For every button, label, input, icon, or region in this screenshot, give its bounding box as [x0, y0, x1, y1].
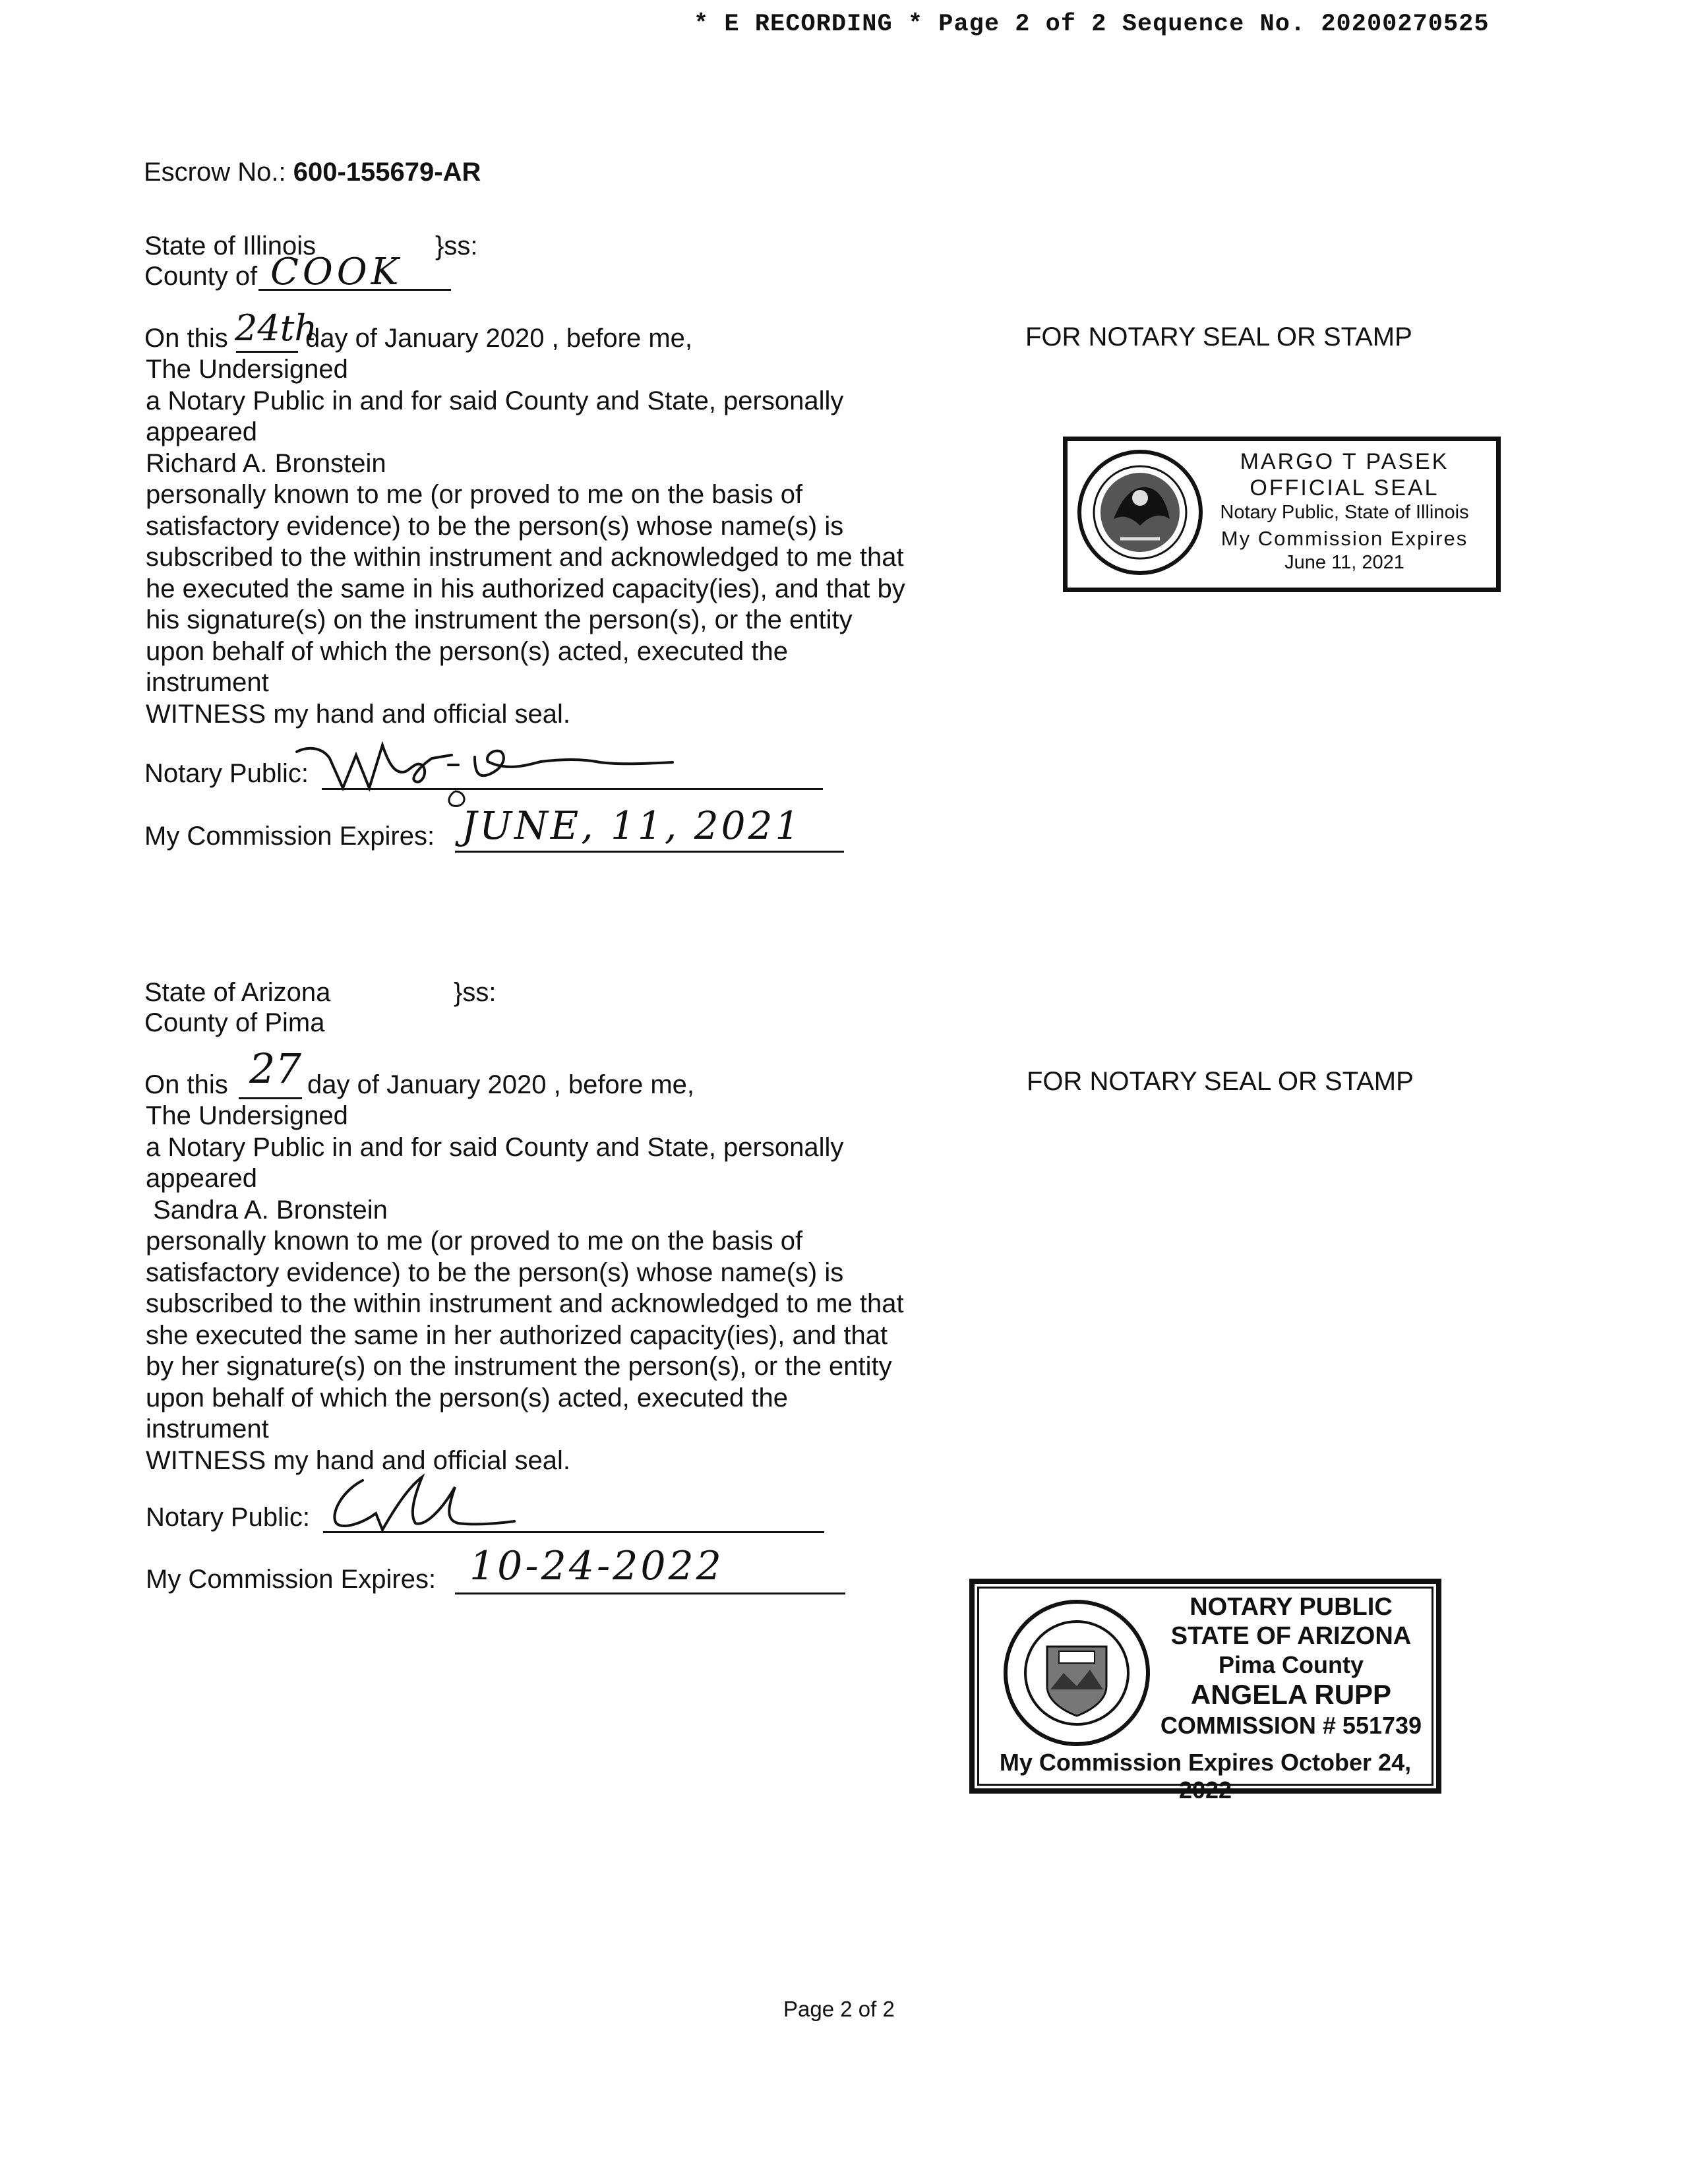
ack1-line: instrument [146, 668, 269, 697]
stamp-line5: COMMISSION # 551739 [1160, 1712, 1422, 1739]
stamp-line4: ANGELA RUPP [1190, 1679, 1392, 1710]
ack1-county-label: County of [144, 262, 258, 291]
stamp-line4: My Commission Expires [1221, 527, 1468, 550]
stamp-line2: STATE OF ARIZONA [1170, 1622, 1412, 1650]
ack2-line: Sandra A. Bronstein [146, 1195, 388, 1225]
ack1-notary-stamp [1063, 437, 1501, 592]
ack1-commission-label: My Commission Expires: [144, 822, 435, 851]
ack1-line: Richard A. Bronstein [146, 448, 386, 478]
ack2-on-this: On this [144, 1070, 228, 1099]
ack2-line: personally known to me (or proved to me on the basis of [146, 1227, 803, 1256]
ack2-commission-line [455, 1592, 845, 1594]
ack2-line: appeared [146, 1164, 258, 1193]
ack1-line: his signature(s) on the instrument the person(s), or the entity [146, 605, 853, 634]
ack2-commission-label: My Commission Expires: [146, 1565, 437, 1594]
escrow-number: 600-155679-AR [293, 158, 481, 187]
ack1-commission-line [455, 851, 844, 853]
stamp-line1: NOTARY PUBLIC [1190, 1593, 1393, 1621]
ack1-county-handwritten: COOK [270, 251, 403, 293]
ack2-line: instrument [146, 1414, 269, 1443]
ack2-line: she executed the same in her authorized capacity(ies), and that [146, 1320, 888, 1350]
ack1-line: subscribed to the within instrument and acknowledged to me that [146, 543, 904, 572]
ack2-line: satisfactory evidence) to be the person(s) whose name(s) is [146, 1258, 844, 1287]
ack1-notary-signature [290, 725, 699, 811]
ack2-day-underline [239, 1097, 302, 1099]
ack1-state: State of Illinois [144, 231, 316, 260]
ack1-line: upon behalf of which the person(s) acted, executed the [146, 636, 788, 666]
ack2-seal-heading: FOR NOTARY SEAL OR STAMP [1027, 1067, 1414, 1096]
arizona-seal-icon [1001, 1597, 1153, 1749]
ack1-line: The Undersigned [146, 355, 348, 384]
ack1-on-this: On this [144, 324, 228, 353]
ack1-notary-label: Notary Public: [144, 759, 309, 788]
ack1-day-rest: day of January 2020 , before me, [305, 324, 693, 353]
recording-header: * E RECORDING * Page 2 of 2 Sequence No. 20200270525 [694, 11, 1490, 38]
ack1-line: appeared [146, 417, 258, 446]
ack2-line: subscribed to the within instrument and acknowledged to me that [146, 1289, 904, 1318]
ack2-notary-signature [316, 1461, 541, 1540]
ack2-line: upon behalf of which the person(s) acted, executed the [146, 1383, 788, 1412]
stamp-name: MARGO T PASEK [1240, 449, 1449, 474]
illinois-seal-icon [1074, 446, 1206, 578]
ack1-line: personally known to me (or proved to me on the basis of [146, 480, 803, 509]
ack2-day-rest: day of January 2020 , before me, [307, 1070, 695, 1099]
ack1-body [146, 354, 950, 730]
stamp-title: OFFICIAL SEAL [1250, 475, 1439, 501]
stamp-line3: Pima County [1218, 1651, 1364, 1678]
ack2-notary-label: Notary Public: [146, 1503, 310, 1532]
stamp-line6: My Commission Expires October 24, 2022 [999, 1749, 1412, 1804]
ack1-seal-heading: FOR NOTARY SEAL OR STAMP [1025, 322, 1412, 351]
ack1-line: a Notary Public in and for said County and State, personally [146, 386, 844, 415]
ack1-commission-handwritten: JUNE, 11, 2021 [462, 803, 802, 848]
ack1-line: he executed the same in his authorized capacity(ies), and that by [146, 574, 905, 603]
ack1-line: WITNESS my hand and official seal. [146, 699, 570, 729]
ack2-state: State of Arizona [144, 978, 331, 1007]
ack2-line: by her signature(s) on the instrument the person(s), or the entity [146, 1352, 892, 1381]
ack2-notary-stamp [969, 1579, 1441, 1804]
ack2-county: County of Pima [144, 1008, 325, 1037]
ack2-commission-handwritten: 10-24-2022 [469, 1543, 724, 1589]
ack2-line: The Undersigned [146, 1101, 348, 1130]
escrow-label: Escrow No.: [144, 158, 286, 187]
ack1-day-underline [236, 351, 298, 353]
ack1-day-handwritten: 24th [235, 307, 318, 349]
page-footer: Page 2 of 2 [783, 1997, 895, 2021]
ack2-line: WITNESS my hand and official seal. [146, 1445, 570, 1475]
stamp-line3: Notary Public, State of Illinois [1220, 502, 1469, 523]
ack2-body [146, 1101, 950, 1476]
escrow-line [144, 157, 481, 188]
ack2-line: a Notary Public in and for said County and State, personally [146, 1132, 844, 1162]
ack1-line: satisfactory evidence) to be the person(s) whose name(s) is [146, 511, 844, 541]
stamp-line5: June 11, 2021 [1284, 552, 1404, 573]
ack1-ss: }ss: [435, 231, 478, 260]
ack2-ss: }ss: [454, 978, 497, 1007]
ack2-day-handwritten: 27 [249, 1045, 301, 1093]
